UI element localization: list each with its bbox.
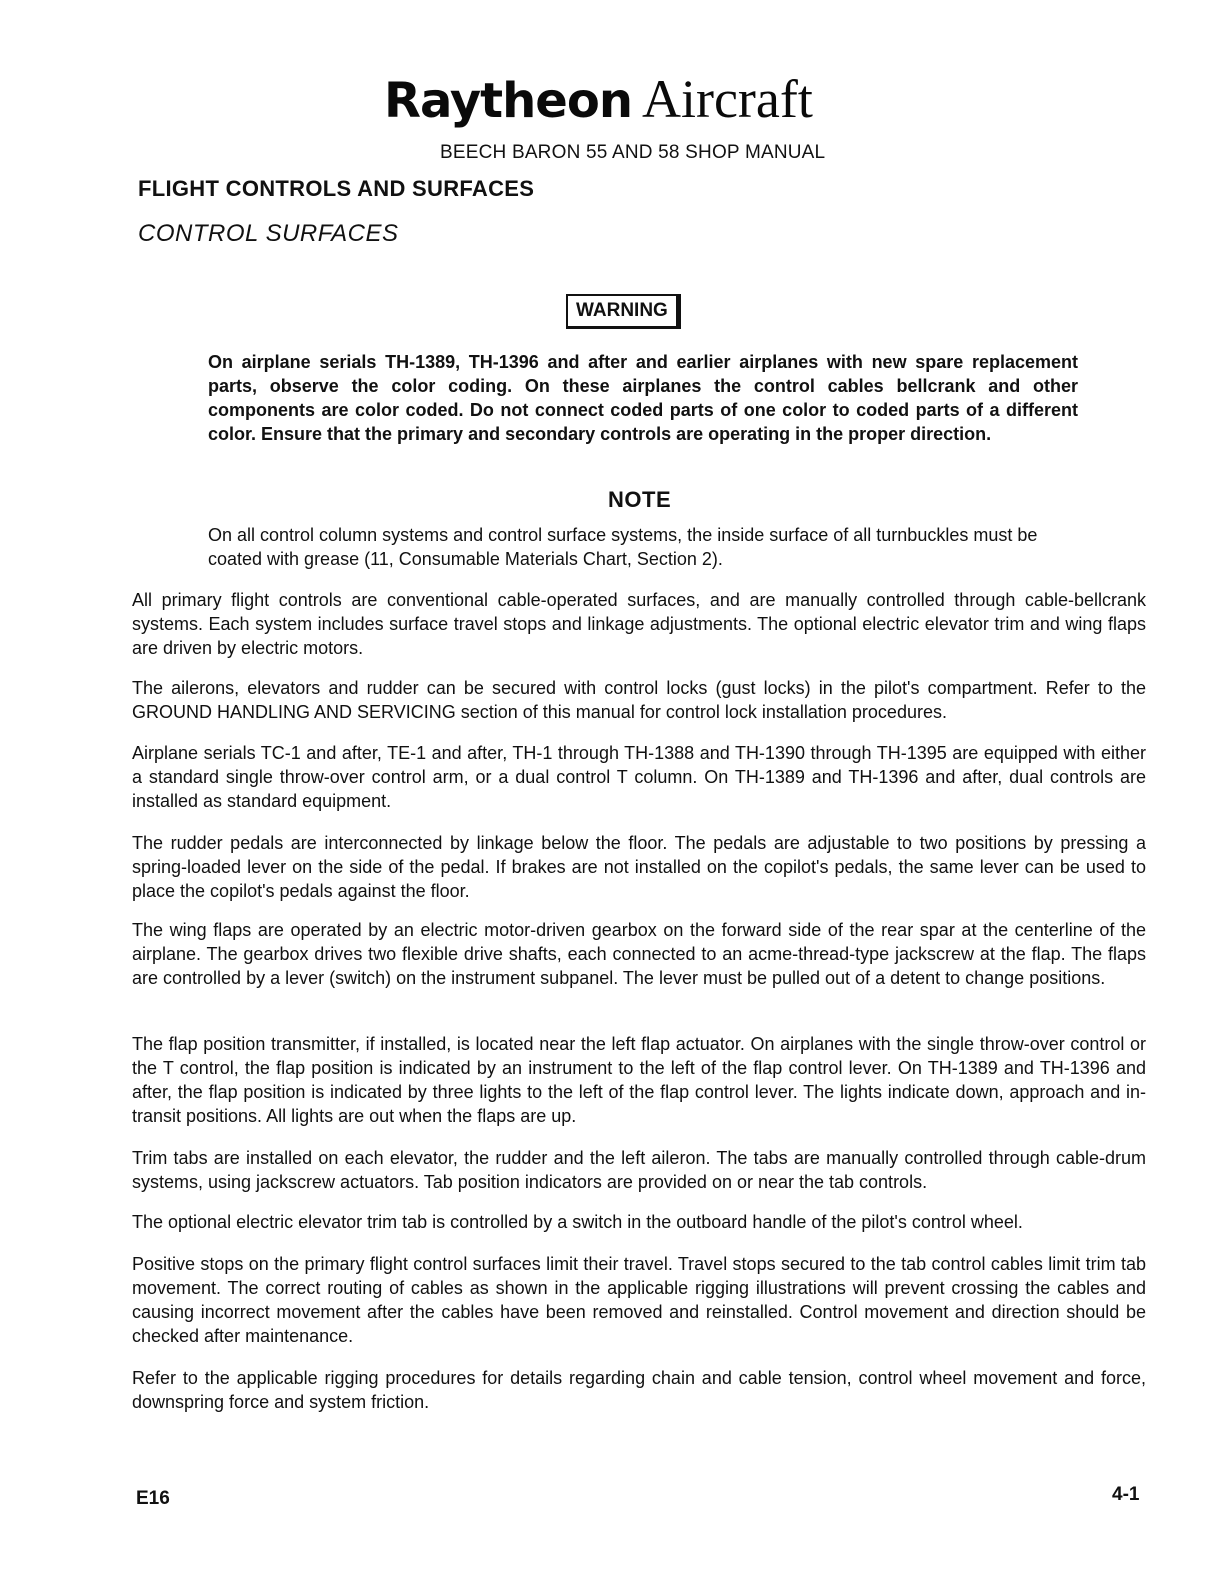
note-text: On all control column systems and control surface systems, the inside surface of all turnbuckles must be coated with grease (11, Consumable Materials Chart, Section 2). (208, 525, 1038, 569)
subsection-title: CONTROL SURFACES (138, 220, 399, 247)
logo-suffix: Aircraft (641, 69, 813, 129)
warning-label: WARNING (566, 294, 681, 329)
paragraph: The rudder pedals are interconnected by linkage below the floor. The pedals are adjustable to two positions by pressing a spring-loaded lever on the side of the pedal. If brakes are not installed on the copilot's pedals, the same lever can be used to place the copilot's pedals against the floor. (132, 833, 1146, 901)
note-label: NOTE (608, 487, 672, 512)
raytheon-logo (384, 68, 924, 130)
manual-title: BEECH BARON 55 AND 58 SHOP MANUAL (440, 142, 826, 163)
paragraph: The optional electric elevator trim tab is controlled by a switch in the outboard handle of the pilot's control wheel. (132, 1212, 1023, 1232)
paragraph: The ailerons, elevators and rudder can be secured with control locks (gust locks) in the pilot's compartment. Refer to the GROUND HANDLING AND SERVICING section of this manual for control lock installation procedures. (132, 678, 1146, 722)
warning-text: On airplane serials TH-1389, TH-1396 and after and earlier airplanes with new spare replacement parts, observe the color coding. On these airplanes the control cables bellcrank and other components are color coded. Do not connect coded parts of one color to coded parts of a different color. Ensure that the primary and secondary controls are operating in the proper direction. (208, 352, 1078, 444)
paragraph: Trim tabs are installed on each elevator, the rudder and the left aileron. The tabs are manually controlled through cable-drum systems, using jackscrew actuators. Tab position indicators are provided on or near the tab controls. (132, 1148, 1146, 1192)
paragraph: Refer to the applicable rigging procedures for details regarding chain and cable tension, control wheel movement and force, downspring force and system friction. (132, 1368, 1146, 1412)
paragraph: All primary flight controls are conventional cable-operated surfaces, and are manually controlled through cable-bellcrank systems. Each system includes surface travel stops and linkage adjustments. The optional electric elevator trim and wing flaps are driven by electric motors. (132, 590, 1146, 658)
paragraph: The flap position transmitter, if installed, is located near the left flap actuator. On airplanes with the single throw-over control or the T control, the flap position is indicated by an instrument to the left of the flap control lever. On TH-1389 and TH-1396 and after, the flap position is indicated by three lights to the left of the flap control lever. The lights indicate down, approach and in-transit positions. All lights are out when the flaps are up. (132, 1034, 1146, 1126)
section-title: FLIGHT CONTROLS AND SURFACES (138, 176, 535, 201)
paragraph: Airplane serials TC-1 and after, TE-1 and after, TH-1 through TH-1388 and TH-1390 through TH-1395 are equipped with either a standard single throw-over control arm, or a dual control T column. On TH-1389 and TH-1396 and after, dual controls are installed as standard equipment. (132, 743, 1146, 811)
revision-code: E16 (136, 1488, 170, 1509)
logo-brand: Raytheon (384, 73, 632, 129)
paragraph: Positive stops on the primary flight control surfaces limit their travel. Travel stops secured to the tab control cables limit trim tab movement. The correct routing of cables as shown in the applicable rigging illustrations will prevent crossing the cables and causing incorrect movement after the cables have been removed and reinstalled. Control movement and direction should be checked after maintenance. (132, 1254, 1146, 1346)
page-number: 4-1 (1112, 1484, 1140, 1505)
paragraph: The wing flaps are operated by an electric motor-driven gearbox on the forward side of the rear spar at the centerline of the airplane. The gearbox drives two flexible drive shafts, each connected to an acme-thread-type jackscrew at the flap. The flaps are controlled by a lever (switch) on the instrument subpanel. The lever must be pulled out of a detent to change positions. (132, 920, 1146, 988)
